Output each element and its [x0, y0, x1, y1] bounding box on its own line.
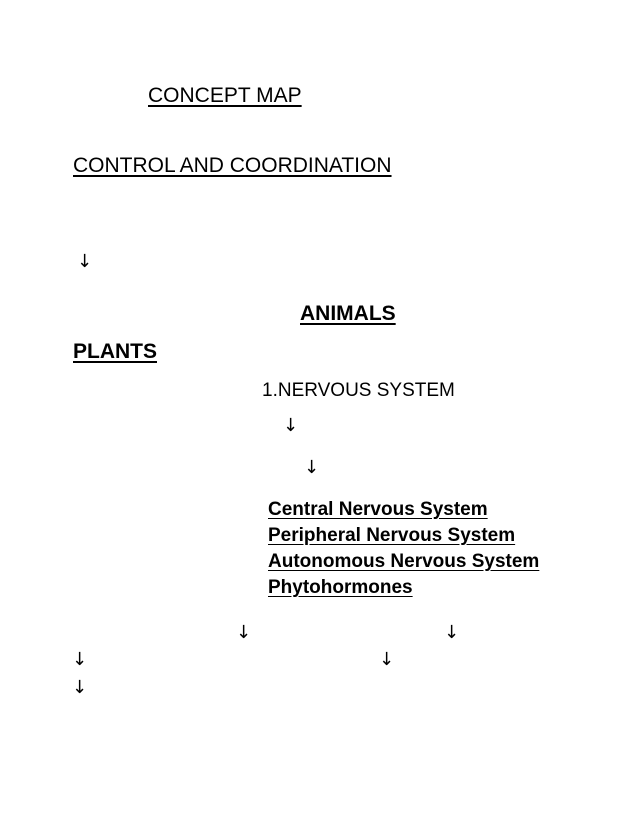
down-arrow-icon: ↓ [77, 251, 93, 272]
down-arrow-icon: ↓ [72, 649, 88, 670]
branch-animals: ANIMALS [300, 302, 396, 325]
down-arrow-icon: ↓ [304, 457, 320, 478]
nervous-system-list [268, 497, 539, 601]
down-arrow-icon: ↓ [236, 622, 252, 643]
down-arrow-icon: ↓ [444, 622, 460, 643]
down-arrow-icon: ↓ [379, 649, 395, 670]
branch-plants: PLANTS [73, 340, 157, 363]
list-item: Phytohormones [268, 577, 413, 598]
list-item: Central Nervous System [268, 499, 488, 520]
nervous-system-heading: 1.NERVOUS SYSTEM [262, 380, 455, 401]
down-arrow-icon: ↓ [72, 677, 88, 698]
main-topic: CONTROL AND COORDINATION [73, 154, 392, 177]
page-title: CONCEPT MAP [148, 84, 302, 107]
list-item: Peripheral Nervous System [268, 525, 516, 546]
list-item: Autonomous Nervous System [268, 551, 540, 572]
down-arrow-icon: ↓ [283, 415, 299, 436]
